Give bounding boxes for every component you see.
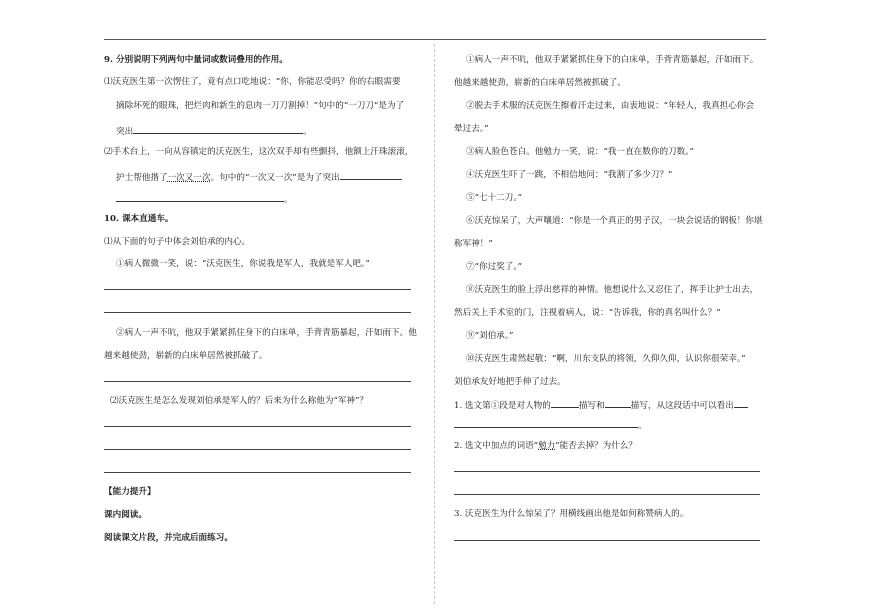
q2-text-a: 2. 选文中加点的词语“: [454, 441, 539, 451]
reading-heading: 课内阅读。: [104, 510, 147, 520]
passage-p5: ⑤“七十二刀。”: [466, 193, 523, 203]
question-3: 3. 沃克医生为什么惊呆了？用横线画出他是如何称赞病人的。: [454, 509, 689, 519]
passage-p8-line2: 然后关上手术室的门，注视着病人，说：“告诉我，你的真名叫什么？”: [454, 308, 721, 318]
q9-item2-text-a: 护士帮他揩了: [116, 173, 168, 183]
q10-sentence2-line1: ②病人一声不吭，他双手紧紧抓住身下的白床单，手背青筋暴起，汗如雨下。他: [116, 328, 417, 338]
header-rule: [104, 39, 766, 40]
q9-item2-text-b: 。句中的“一次又一次”是为了突出: [210, 173, 340, 183]
q9-item2-blank-b[interactable]: [116, 192, 284, 202]
passage-p4: ④沃克医生吓了一跳，不相信地问：“我割了多少刀？”: [466, 170, 673, 180]
answer-line[interactable]: [454, 494, 760, 495]
question-2: [454, 441, 637, 452]
q9-item1-line2: 摘除坏死的眼珠，把烂肉和新生的息肉一刀刀割掉！”句中的“一刀刀”是为了: [116, 101, 405, 111]
answer-line[interactable]: [104, 312, 411, 313]
passage-p8-line1: ⑧沃克医生的脸上浮出慈祥的神情。他想说什么又忍住了，挥手让护士出去，: [466, 285, 759, 295]
q10-title: 10. 课本直通车。: [104, 214, 174, 224]
passage-p2-line1: ②脱去手术服的沃克医生擦着汗走过来，由衷地说：“年轻人，我真担心你会: [466, 101, 754, 111]
q2-text-b: ”能否去掉？为什么？: [555, 441, 638, 451]
q1-end: 。: [638, 421, 647, 431]
q1-text-b: 描写和: [578, 401, 605, 411]
passage-p7: ⑦“你过奖了。”: [466, 262, 523, 272]
column-divider: [434, 44, 435, 604]
q9-item2-line1: ⑵手术台上，一向从容镇定的沃克医生，这次双手却有些颤抖，他额上汗珠滚滚，: [104, 147, 414, 157]
q10-sentence2-line2: 越来越使劲，崭新的白床单居然被抓破了。: [104, 351, 268, 361]
q1-text-c: 描写，从这段话中可以看出: [630, 401, 734, 411]
q9-item1-line1: ⑴沃克医生第一次愣住了，竟有点口吃地说：“你，你能忍受吗？你的右眼需要: [104, 77, 401, 87]
passage-p3: ③病人脸色苍白。他勉力一笑，说：“我一直在数你的刀数。”: [466, 147, 694, 157]
passage-p2-line2: 晕过去。”: [454, 124, 489, 134]
passage-p10-line1: ⑩沃克医生肃然起敬：“啊，川东支队的将领，久仰久仰，认识你很荣幸。”: [466, 354, 746, 364]
passage-p9: ⑨“刘伯承。”: [466, 331, 514, 341]
q9-item1-answer-blank[interactable]: [133, 124, 303, 134]
answer-line[interactable]: [104, 472, 411, 473]
q10-sub1: ⑴从下面的句子中体会刘伯承的内心。: [104, 237, 251, 247]
q1-blank-b[interactable]: [605, 398, 631, 408]
q2-emphasis: 勉力: [538, 441, 556, 451]
q9-item2-emphasis: 一次又一次: [167, 173, 211, 183]
answer-line[interactable]: [104, 381, 411, 382]
q1-blank-d[interactable]: [454, 418, 638, 428]
answer-line[interactable]: [454, 540, 760, 541]
q9-item2-line3: [116, 192, 293, 206]
q9-item1-prefix: 突出: [116, 127, 134, 137]
q9-item1-end: 。: [303, 127, 312, 137]
passage-p10-line2: 刘伯承友好地把手伸了过去。: [454, 377, 566, 387]
q9-item1-line3: [116, 124, 312, 138]
ability-heading: 【能力提升】: [104, 487, 156, 497]
q1-blank-c[interactable]: [734, 398, 748, 408]
q9-title: 9. 分别说明下列两句中量词或数词叠用的作用。: [104, 55, 288, 65]
q1-text-a: 1. 选文第①段是对人物的: [454, 401, 551, 411]
question-1-line1: [454, 398, 748, 412]
passage-p6-line1: ⑥沃克惊呆了，大声嚷道：“你是一个真正的男子汉，一块会说话的钢板！你堪: [466, 216, 763, 226]
answer-line[interactable]: [104, 289, 411, 290]
q9-item2-line2: [116, 170, 402, 184]
passage-p6-line2: 称军神！”: [454, 239, 493, 249]
answer-line[interactable]: [104, 449, 411, 450]
question-1-line2: [454, 418, 647, 432]
q9-item2-end: 。: [284, 195, 293, 205]
passage-p1-line1: ①病人一声不吭，他双手紧紧抓住身下的白床单，手背青筋暴起，汗如雨下。: [466, 55, 759, 65]
q1-blank-a[interactable]: [551, 398, 579, 408]
q9-item2-blank-a[interactable]: [340, 170, 402, 180]
answer-line[interactable]: [104, 426, 411, 427]
passage-p1-line2: 他越来越使劲，崭新的白床单居然被抓破了。: [454, 78, 626, 88]
reading-instruction: 阅读课文片段，并完成后面练习。: [104, 533, 233, 543]
q10-sentence1: ①病人微微一笑，说：“沃克医生，你说我是军人，我就是军人吧。”: [116, 259, 370, 269]
answer-line[interactable]: [454, 471, 760, 472]
q10-sub2: ⑵沃克医生是怎么发现刘伯承是军人的？后来为什么称他为“军神”？: [110, 396, 369, 406]
